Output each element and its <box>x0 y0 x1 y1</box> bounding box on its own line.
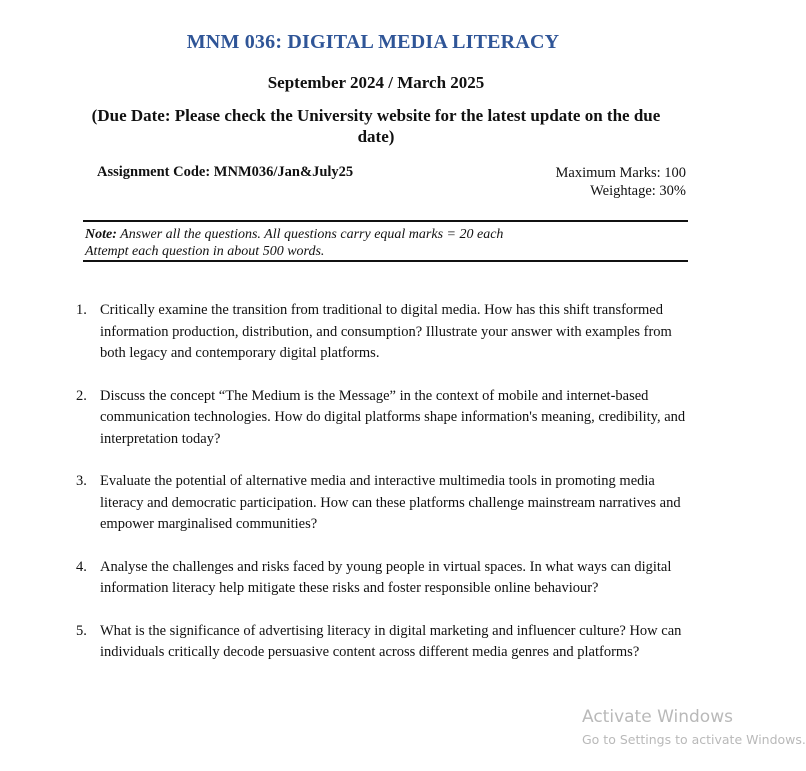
question-number: 1. <box>76 302 87 318</box>
question-list <box>76 300 696 685</box>
question-item <box>76 300 696 365</box>
question-text: Critically examine the transition from traditional to digital media. How has this shift transformed information production, distribution, and consumption? Illustrate your answer with examples from both legacy and contemporary digital platforms. <box>100 302 672 361</box>
activation-watermark-title: Activate Windows <box>582 707 733 727</box>
question-number: 4. <box>76 558 87 575</box>
note-box <box>83 220 688 262</box>
question-item <box>76 386 696 451</box>
assignment-code: Assignment Code: MNM036/Jan&July25 <box>97 164 354 180</box>
activation-watermark-subtitle: Go to Settings to activate Windows. <box>582 732 806 747</box>
question-text: Discuss the concept “The Medium is the Message” in the context of mobile and internet-based communication technologies. How do digital platforms shape information's meaning, credibility, and interpretation today? <box>100 387 686 447</box>
question-number: 5. <box>76 622 87 639</box>
question-item <box>76 621 696 664</box>
marks-block <box>556 164 687 200</box>
note-line-1 <box>85 226 686 243</box>
note-text-1: Answer all the questions. All questions carry equal marks = 20 each <box>120 227 504 242</box>
note-label: Note: <box>85 227 117 242</box>
question-number: 2. <box>76 387 87 404</box>
question-item <box>76 471 696 536</box>
question-text: Analyse the challenges and risks faced by young people in virtual spaces. In what ways can digital information literacy help mitigate these risks and foster responsible online behaviour? <box>100 558 672 596</box>
due-date-notice: (Due Date: Please check the University website for the latest update on the due date) <box>91 106 661 146</box>
question-item <box>76 557 696 600</box>
weightage: Weightage: 30% <box>590 183 686 199</box>
course-title: MNM 036: DIGITAL MEDIA LITERACY <box>186 31 560 53</box>
maximum-marks: Maximum Marks: 100 <box>555 165 686 181</box>
question-text: What is the significance of advertising literacy in digital marketing and influencer culture? How can individuals critically decode persuasive content across different media genres and platforms? <box>100 622 682 660</box>
session-title: September 2024 / March 2025 <box>267 73 485 92</box>
question-text: Evaluate the potential of alternative media and interactive multimedia tools in promoting media literacy and democratic participation. How can these platforms challenge mainstream narratives and empower marginalised communities? <box>100 473 681 532</box>
note-line-2: Attempt each question in about 500 words. <box>85 244 325 259</box>
question-number: 3. <box>76 473 87 489</box>
